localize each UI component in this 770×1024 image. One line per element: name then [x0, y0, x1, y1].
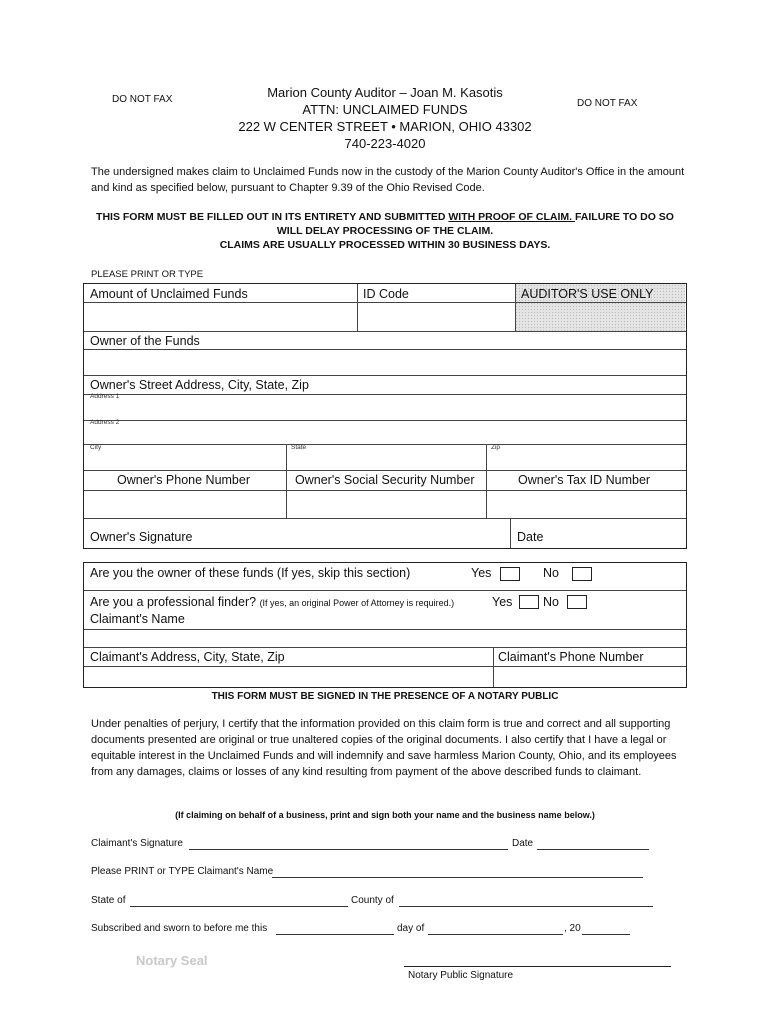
tax-id-label: Owner's Tax ID Number: [518, 473, 651, 487]
claimant-name-field[interactable]: [85, 630, 685, 646]
finder-question: [90, 595, 454, 609]
q1-no-checkbox[interactable]: [572, 567, 592, 581]
q2-no-checkbox[interactable]: [567, 595, 587, 609]
state-label: State: [291, 444, 307, 451]
claimant-phone-field[interactable]: [494, 667, 685, 686]
state-field[interactable]: [287, 445, 485, 469]
address1-field[interactable]: [85, 395, 685, 419]
owner-date-label: Date: [517, 530, 544, 544]
year-prefix-label: , 20: [564, 923, 581, 934]
warning-proof-of-claim: WITH PROOF OF CLAIM.: [448, 211, 575, 223]
claimant-phone-label: Claimant's Phone Number: [498, 650, 644, 664]
ssn-label: Owner's Social Security Number: [295, 473, 475, 487]
owner-signature-label: Owner's Signature: [90, 530, 193, 544]
zip-label: Zip: [491, 444, 501, 451]
warning-line-2: WILL DELAY PROCESSING OF THE CLAIM.: [276, 225, 494, 237]
subscribed-day-line[interactable]: [276, 922, 394, 935]
q1-yes-label: Yes: [471, 566, 492, 580]
q1-no-label: No: [543, 566, 559, 580]
notary-seal-label: Notary Seal: [136, 953, 208, 968]
ssn-field[interactable]: [287, 491, 485, 517]
claimant-address-label: Claimant's Address, City, State, Zip: [90, 650, 285, 664]
amount-field[interactable]: [85, 303, 356, 330]
claimant-signature-line[interactable]: [189, 837, 508, 850]
address2-field[interactable]: [85, 421, 685, 443]
do-not-fax-right: DO NOT FAX: [577, 98, 638, 109]
id-code-label: ID Code: [363, 287, 409, 301]
do-not-fax-left: DO NOT FAX: [112, 94, 173, 105]
notary-signature-line[interactable]: [404, 966, 671, 967]
county-of-line[interactable]: [399, 894, 653, 907]
header-line-1: Marion County Auditor – Joan M. Kasotis: [267, 85, 503, 100]
tax-id-field[interactable]: [487, 491, 685, 517]
office-header: [185, 84, 585, 152]
q2-yes-checkbox[interactable]: [519, 595, 539, 609]
claimant-date-label: Date: [512, 838, 534, 849]
warning-line-3: CLAIMS ARE USUALLY PROCESSED WITHIN 30 BUSINESS DAYS.: [219, 239, 551, 251]
header-line-2: ATTN: UNCLAIMED FUNDS: [302, 102, 468, 117]
city-field[interactable]: [85, 445, 285, 469]
claimant-date-line[interactable]: [537, 837, 649, 850]
please-print-label: PLEASE PRINT OR TYPE: [91, 269, 204, 280]
amount-label: Amount of Unclaimed Funds: [90, 287, 248, 301]
submission-warning: [85, 210, 685, 252]
month-line[interactable]: [428, 922, 563, 935]
notary-notice: THIS FORM MUST BE SIGNED IN THE PRESENCE OF A NOTARY PUBLIC: [211, 691, 559, 702]
finder-question-text: Are you a professional finder?: [90, 595, 257, 609]
claimant-name-label: Claimant's Name: [90, 612, 185, 626]
warning-part-3: FAILURE TO DO SO: [574, 211, 674, 223]
header-line-3: 222 W CENTER STREET • MARION, OHIO 43302: [238, 119, 532, 134]
warning-part-1: THIS FORM MUST BE FILLED OUT IN ITS ENTIRETY AND SUBMITTED: [96, 211, 449, 223]
day-of-label: day of: [397, 923, 425, 934]
finder-question-note: (If yes, an original Power of Attorney is required.): [259, 598, 455, 608]
year-line[interactable]: [582, 922, 630, 935]
state-of-line[interactable]: [130, 894, 348, 907]
address2-label: Address 2: [90, 419, 120, 426]
notary-signature-label: Notary Public Signature: [408, 970, 514, 981]
address-label: Owner's Street Address, City, State, Zip: [90, 378, 309, 392]
auditor-use-label: AUDITOR'S USE ONLY: [521, 287, 654, 301]
owner-signature-field[interactable]: [85, 519, 509, 547]
city-label: City: [90, 444, 102, 451]
phone-field[interactable]: [85, 491, 285, 517]
print-name-label: Please PRINT or TYPE Claimant's Name: [91, 866, 274, 877]
owner-field[interactable]: [85, 350, 685, 374]
state-of-label: State of: [91, 895, 126, 906]
zip-field[interactable]: [487, 445, 685, 469]
owner-date-field[interactable]: [511, 519, 685, 547]
id-code-field[interactable]: [358, 303, 514, 330]
intro-text: The undersigned makes claim to Unclaimed Funds now in the custody of the Marion County Auditor's Office in the amount and kind as specified below, pursuant to Chapter 9.39 of the Ohio Revised Code.: [91, 166, 685, 194]
q2-yes-label: Yes: [492, 595, 513, 609]
print-name-line[interactable]: [272, 865, 643, 878]
header-line-4: 740-223-4020: [344, 136, 426, 151]
q2-no-label: No: [543, 595, 559, 609]
address1-label: Address 1: [90, 393, 120, 400]
claimant-signature-label: Claimant's Signature: [91, 838, 183, 849]
business-note: (If claiming on behalf of a business, print and sign both your name and the business name below.): [175, 810, 595, 820]
county-of-label: County of: [351, 895, 394, 906]
claimant-address-field[interactable]: [85, 667, 492, 686]
q1-yes-checkbox[interactable]: [500, 567, 520, 581]
phone-label: Owner's Phone Number: [117, 473, 251, 487]
perjury-statement: Under penalties of perjury, I certify that the information provided on this claim form is true and correct and all supporting documents presented are original or true unaltered copies of the original documents. I also certify that I have a legal or equitable interest in the Unclaimed Funds and will indemnify and save harmless Marion County, Ohio, and its employees from any damages, claims or losses of any kind resulting from payment of the above described funds to claimant.: [91, 718, 677, 778]
owner-question: Are you the owner of these funds (If yes, skip this section): [90, 566, 411, 580]
owner-label: Owner of the Funds: [90, 334, 200, 348]
subscribed-label: Subscribed and sworn to before me this: [91, 923, 268, 934]
